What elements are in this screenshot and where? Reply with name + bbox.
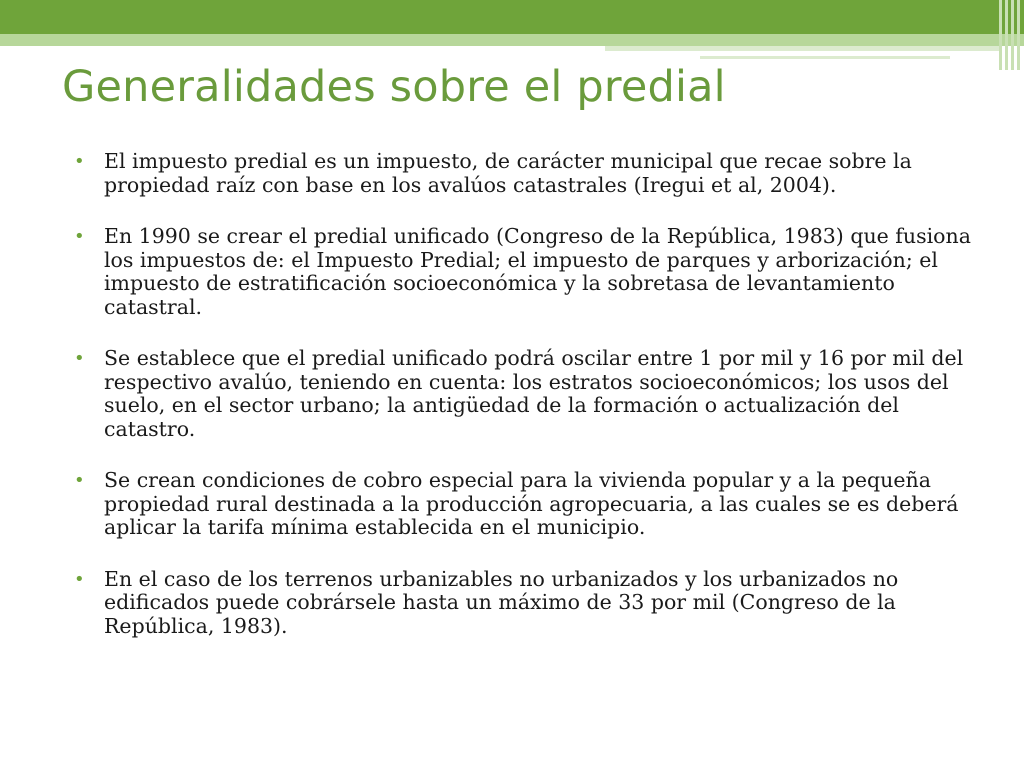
bullet-dot-icon: • [74, 568, 85, 590]
corner-stripes [994, 0, 1024, 70]
bullet-text: Se crean condiciones de cobro especial para la vivienda popular y a la pequeña propiedad rural destinada a la producción agropecuaria, a las cuales se es deberá aplicar la tarifa mínima establecida en el municipio. [104, 468, 959, 539]
bullet-item [74, 225, 974, 319]
bullet-text: Se establece que el predial unificado podrá oscilar entre 1 por mil y 16 por mil del respectivo avalúo, teniendo en cuenta: los estratos socioeconómicos; los usos del suelo, en el sector urbano; la antigüedad de la formación o actualización del catastro. [104, 346, 964, 441]
bullet-item [74, 568, 974, 639]
bullet-dot-icon: • [74, 151, 85, 172]
bullet-text: En 1990 se crear el predial unificado (Congreso de la República, 1983) que fusiona los impuestos de: el Impuesto Predial; el impuesto de parques y arborización; el impuesto de estratificación socioeconómica y la sobretasa de levantamiento catastral. [104, 224, 971, 319]
bullet-item [74, 347, 974, 441]
slide-title: Generalidades sobre el predial [62, 62, 726, 112]
header-accent-line [605, 46, 1000, 51]
bullet-dot-icon: • [74, 470, 85, 491]
bullet-dot-icon: • [74, 348, 85, 369]
bullet-item [74, 150, 974, 197]
bullet-dot-icon: • [74, 226, 85, 247]
bullet-item [74, 469, 974, 540]
header-band-light [0, 34, 1024, 46]
header-band [0, 0, 1024, 34]
header-accent-line [700, 56, 950, 59]
bullet-list [74, 150, 974, 666]
bullet-text: En el caso de los terrenos urbanizables no urbanizados y los urbanizados no edificados puede cobrársele hasta un máximo de 33 por mil (Congreso de la República, 1983). [104, 566, 899, 638]
bullet-text: El impuesto predial es un impuesto, de carácter municipal que recae sobre la propiedad raíz con base en los avalúos catastrales (Iregui et al, 2004). [104, 149, 912, 197]
